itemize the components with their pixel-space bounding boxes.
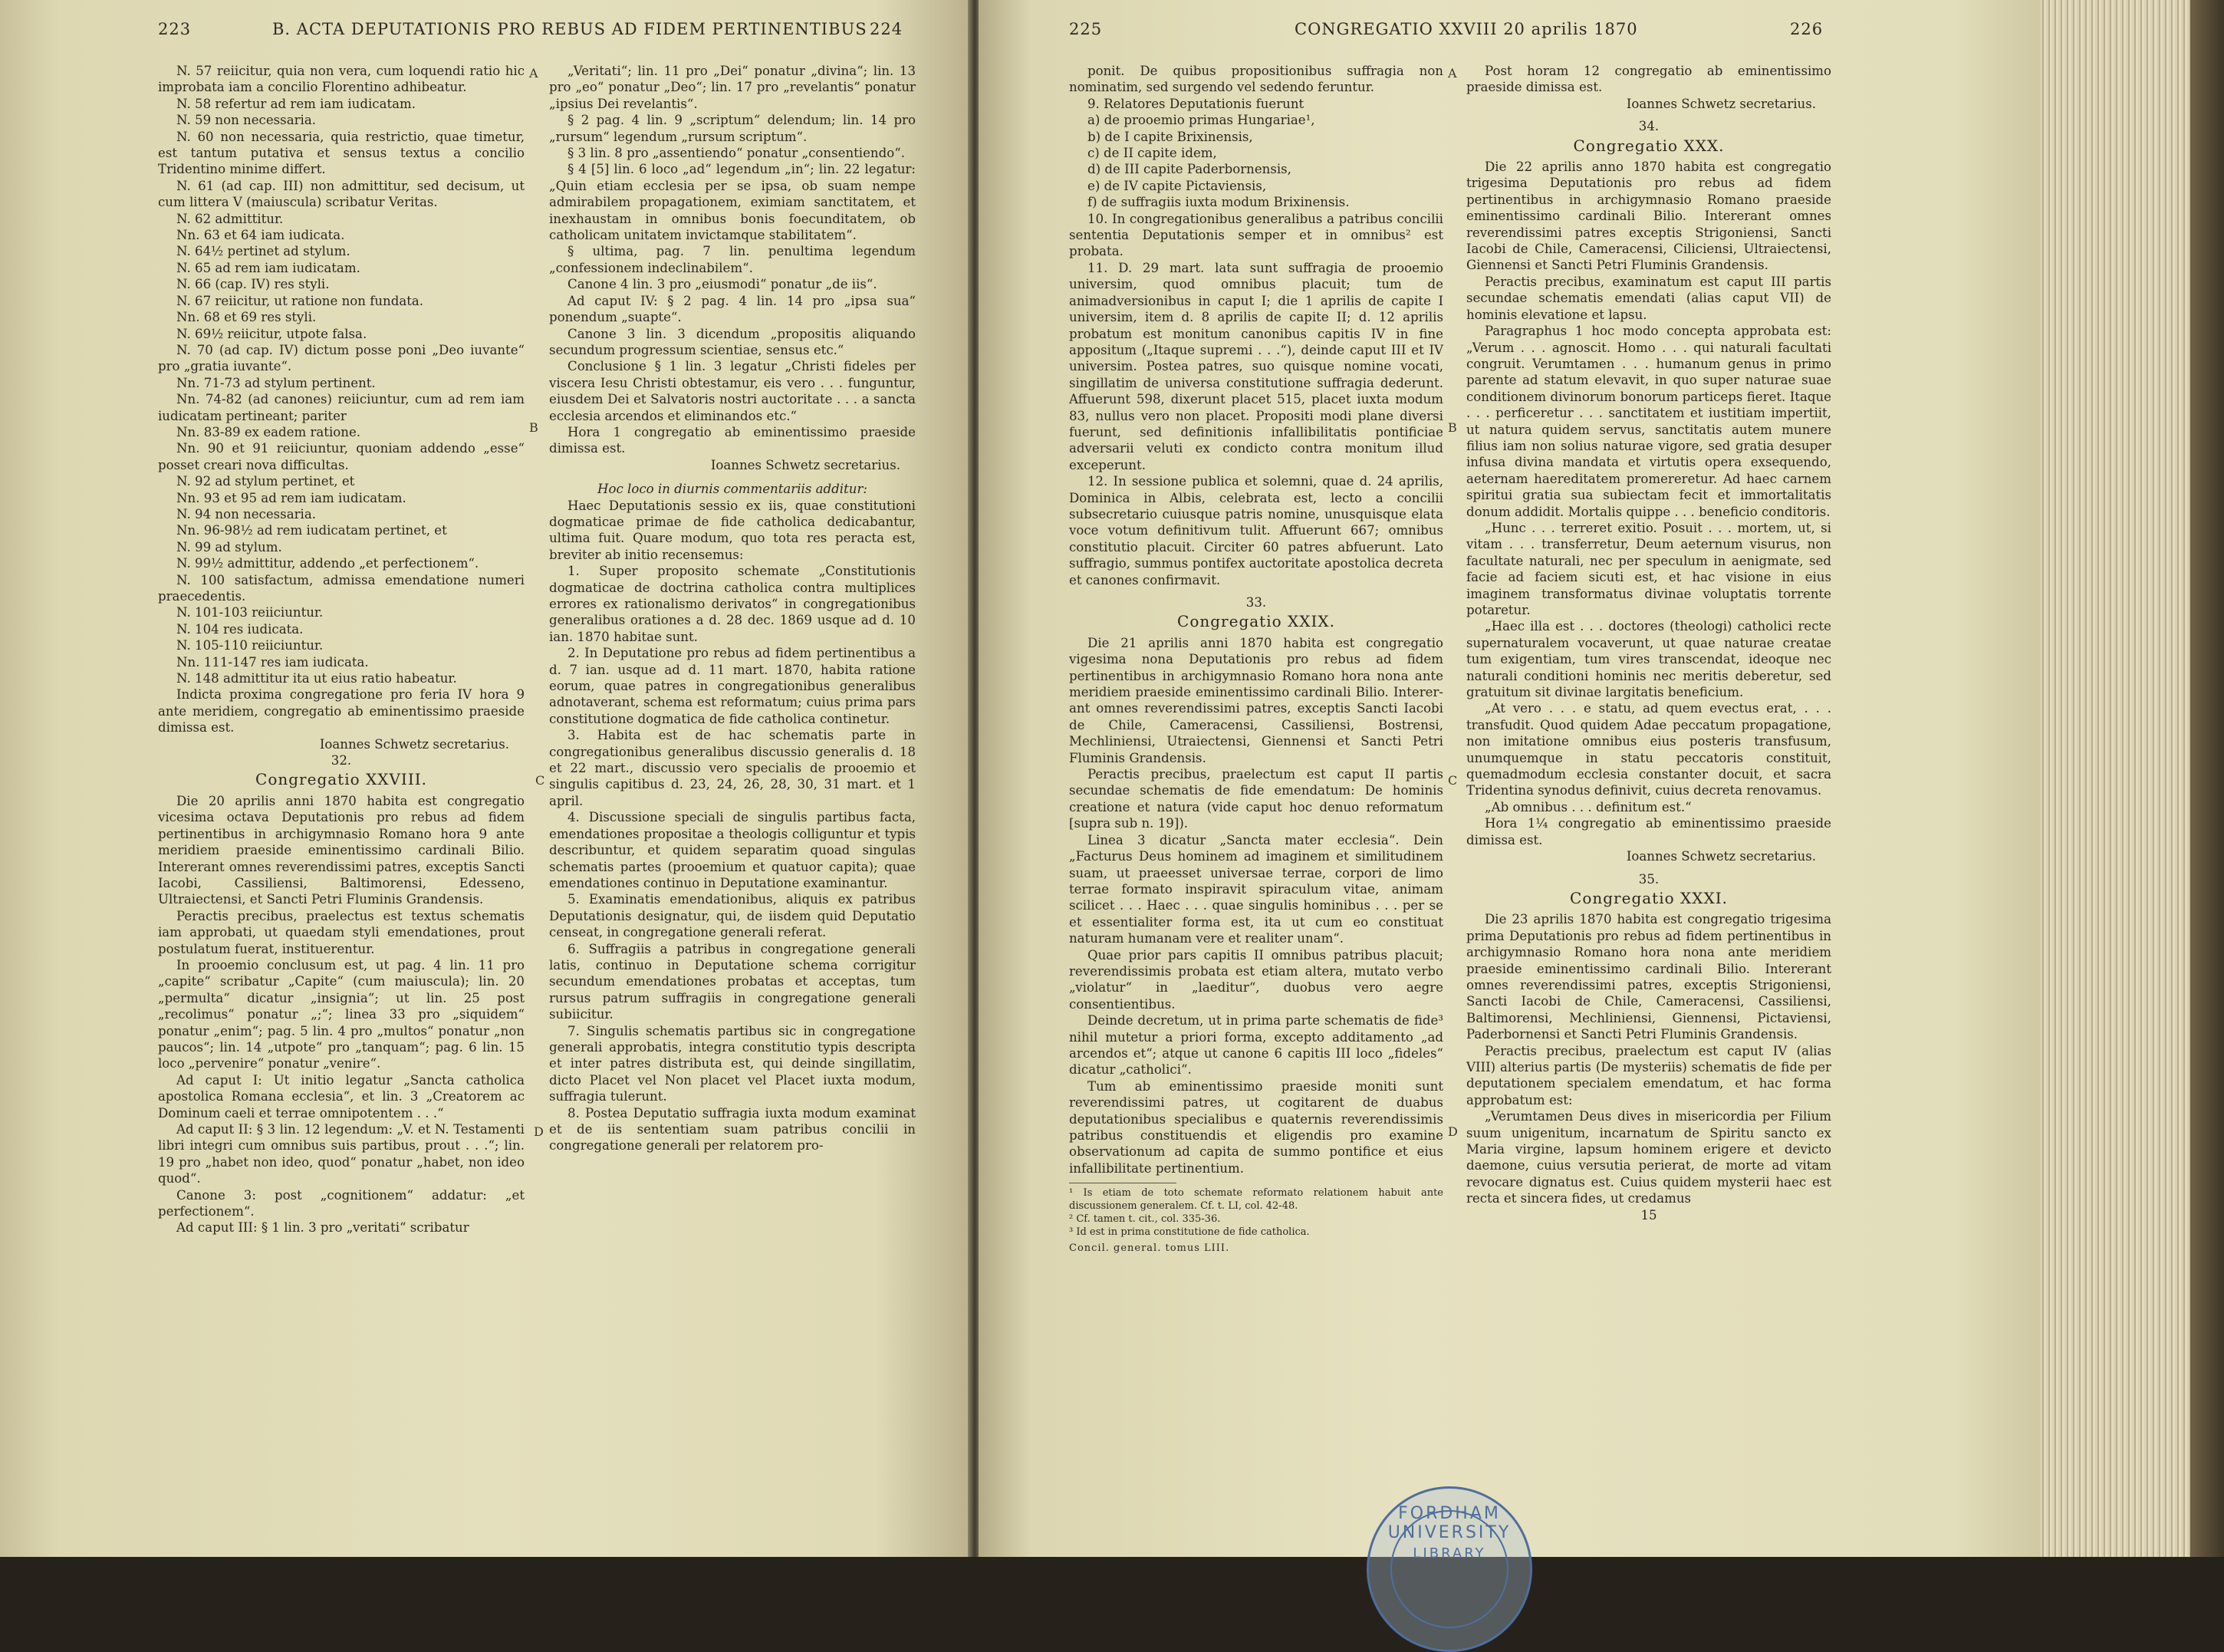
text-column xyxy=(158,63,525,1236)
paragraph: ponit. De quibus propositionibus suffragia non nominatim, sed surgendo vel sedendo feruntur. xyxy=(1069,64,1443,95)
paragraph: Ad caput I: Ut initio legatur „Sancta catholica apostolica Romana ecclesia“, et lin. 3 „Creatorem ac Dominum caeli et terrae omnipotentem . . .“ xyxy=(158,1072,525,1121)
paragraph: Tum ab eminentissimo praeside moniti sunt reverendissimi patres, ut cogitarent de duabus deputationibus specialibus e quaternis reverendissimis patribus constituendis et eligendis pro examine observationum ad capita de summo pontifice et eius infallibilitate pertinentium. xyxy=(1069,1078,1443,1176)
paragraph: Canone 4 lin. 3 pro „eiusmodi“ ponatur „de iis“. xyxy=(568,277,877,292)
section-heading: Congregatio XXIX. xyxy=(1177,612,1335,631)
running-head: CONGREGATIO XXVIII 20 aprilis 1870 xyxy=(1295,20,1638,38)
paragraph: N. 59 non necessaria. xyxy=(176,113,316,128)
paragraph: Nn. 71-73 ad stylum pertinent. xyxy=(176,375,376,390)
right-page xyxy=(979,0,2040,1557)
paragraph: Canone 3: post „cognitionem“ addatur: „et perfectionem“. xyxy=(158,1187,525,1219)
paragraph: N. 70 (ad cap. IV) dictum posse poni „Deo iuvante“ pro „gratia iuvante“. xyxy=(158,342,525,374)
paragraph: Post horam 12 congregatio ab eminentissimo praeside dimissa est. xyxy=(1466,64,1831,95)
paragraph: Canone 3 lin. 3 dicendum „propositis aliquando secundum progressum scientiae, sensus etc.“ xyxy=(549,326,916,357)
paragraph: c) de II capite idem, xyxy=(1087,146,1217,161)
paragraph: N. 60 non necessaria, quia restrictio, quae timetur, est tantum putativa et sensus textus a concilio Tridentino minime differt. xyxy=(158,129,525,177)
library-stamp xyxy=(1367,1486,1532,1652)
paragraph: N. 58 refertur ad rem iam iudicatam. xyxy=(176,96,416,111)
left-page xyxy=(0,0,972,1557)
section-heading: Congregatio XXXI. xyxy=(1570,888,1728,907)
paragraph: Nn. 111-147 res iam iudicata. xyxy=(176,654,369,670)
paragraph: N. 57 reiicitur, quia non vera, cum loquendi ratio hic improbata iam a concilio Florentino adhibeatur. xyxy=(158,64,525,95)
paragraph: Die 21 aprilis anni 1870 habita est congregatio vigesima nona Deputationis pro rebus ad fidem pertinentibus in archigymnasio Romano hora nona ante meridiem praeside eminentissimo cardinali Bilio. Intererant omnes reverendissimi patres, exceptis Sancti Iacobi de Chile, Cameracensi, Cassiliensi, Bostrensi, Mechliniensi, Utraiectensi, Giennensi et Sancti Petri Fluminis Grandensis. xyxy=(1069,635,1443,765)
page-number: 226 xyxy=(1790,20,1824,38)
paragraph: 1. Super proposito schemate „Constitutionis dogmaticae de doctrina catholica contra multiplices errores ex rationalismo derivatos“ in congregationibus generalibus orationes a d. 28 dec. 1869 usque ad d. 10 ian. 1870 habitae sunt. xyxy=(549,564,916,644)
signature: Ioannes Schwetz secretarius. xyxy=(710,457,900,472)
paragraph: a) de prooemio primas Hungariae¹, xyxy=(1087,113,1315,128)
paragraph: Nn. 83-89 ex eadem ratione. xyxy=(176,424,361,439)
paragraph: 9. Relatores Deputationis fuerunt xyxy=(1087,96,1304,111)
paragraph: Ad caput III: § 1 lin. 3 pro „veritati“ scribatur xyxy=(176,1220,469,1236)
footnote: ² Cf. tamen t. cit., col. 335-36. xyxy=(1069,1213,1221,1226)
running-head: B. ACTA DEPUTATIONIS PRO REBUS AD FIDEM PERTINENTIBUS xyxy=(272,20,867,38)
paragraph: Hora 1 congregatio ab eminentissimo praeside dimissa est. xyxy=(549,424,916,456)
margin-letter: B xyxy=(529,420,538,435)
text-column xyxy=(1069,63,1443,1255)
signature: Ioannes Schwetz secretarius. xyxy=(1626,96,1816,111)
paragraph: Nn. 63 et 64 iam iudicata. xyxy=(176,228,345,243)
paragraph-group xyxy=(1069,635,1443,1176)
paragraph: § ultima, pag. 7 lin. penultima legendum „confessionem indeclinabilem“. xyxy=(549,244,916,275)
margin-letter: A xyxy=(529,66,538,81)
footnote: ¹ Is etiam de toto schemate reformato relationem habuit ante discussionem generalem. Cf. t. LI, col. 42-48. xyxy=(1069,1187,1443,1213)
margin-letter: B xyxy=(1448,420,1457,435)
section-number: 35. xyxy=(1638,871,1660,887)
paragraph: N. 94 non necessaria. xyxy=(176,506,316,522)
page-number: 225 xyxy=(1069,20,1103,38)
paragraph-group xyxy=(549,498,916,1154)
paragraph: N. 99 ad stylum. xyxy=(176,539,282,555)
paragraph: Nn. 96-98½ ad rem iudicatam pertinet, et xyxy=(176,523,447,538)
paragraph-group xyxy=(1069,63,1443,588)
paragraph: 5. Examinatis emendationibus, aliquis ex patribus Deputationis designatur, qui, de iisdem quid Deputatio censeat, in congregatione generali referat. xyxy=(549,892,916,940)
paragraph-group xyxy=(1466,159,1831,848)
paragraph-group xyxy=(1466,911,1831,1206)
paragraph: N. 64½ pertinet ad stylum. xyxy=(176,244,350,259)
paragraph: N. 99½ admittitur, addendo „et perfectionem“. xyxy=(176,556,479,571)
paragraph: Linea 3 dicatur „Sancta mater ecclesia“. Dein „Facturus Deus hominem ad imaginem et similitudinem suam, ut praeesset universae terrae, corpori de limo terrae formato inspiravit spiraculum vitae, animam scilicet . . . Haec . . . quae singulis hominibus . . . per se et essentialiter forma est, ita ut cum eo constituat naturam humanam vere et realiter unam“. xyxy=(1069,832,1443,946)
paragraph-group xyxy=(158,63,525,736)
paragraph: 2. In Deputatione pro rebus ad fidem pertinentibus a d. 7 ian. usque ad d. 11 mart. 1870, habita ratione eorum, quae patres in congregationibus generalibus adnotaverant, schema est reformatum; cuius prima pars constitutione dogmatica de fide catholica continetur. xyxy=(549,646,916,726)
paragraph: Haec Deputationis sessio ex iis, quae constitutioni dogmaticae primae de fide catholica dedicabantur, ultima fuit. Quare modum, quo tota res peracta est, breviter ab initio recensemus: xyxy=(549,498,916,562)
page-number: 223 xyxy=(158,20,192,38)
paragraph: N. 148 admittitur ita ut eius ratio habeatur. xyxy=(176,671,457,686)
paragraph: N. 66 (cap. IV) res styli. xyxy=(176,277,330,292)
paragraph-group xyxy=(1466,63,1831,96)
paragraph-group xyxy=(158,793,525,1236)
paragraph: e) de IV capite Pictaviensis, xyxy=(1087,178,1267,193)
paragraph: d) de III capite Paderbornensis, xyxy=(1087,162,1291,177)
margin-letter: C xyxy=(535,773,545,788)
paragraph: Peractis precibus, praelectum est caput IV (alias VIII) alterius partis (De mysteriis) schematis de fide per deputationem specialem emendatum, et hac forma approbatum est: xyxy=(1466,1043,1831,1107)
paragraph: N. 92 ad stylum pertinet, et xyxy=(176,474,355,489)
page-number: 224 xyxy=(870,20,903,38)
paragraph: f) de suffragiis iuxta modum Brixinensis. xyxy=(1087,195,1350,210)
section-number: 33. xyxy=(1245,595,1267,610)
paragraph: N. 67 reiicitur, ut ratione non fundata. xyxy=(176,293,424,308)
paragraph: N. 69½ reiicitur, utpote falsa. xyxy=(176,326,367,341)
paragraph: „Verumtamen Deus dives in misericordia per Filium suum unigenitum, incarnatum de Spiritu sancto ex Maria virgine, lapsum hominem erigere et devicto daemone, cuius versutia perierat, de morte ad vitam revocare dignatus est. Cuius quidem mysterii haec est recta et sincera fides, ut credamus xyxy=(1466,1109,1831,1206)
paragraph: „Haec illa est . . . doctores (theologi) catholici recte supernaturalem vocaverunt, ut quae naturae creatae tum exigentiam, tum vires transcendat, ideoque nec naturali conditioni hominis nec meritis deberetur, sed gratuitum sit divinae largitatis beneficium. xyxy=(1466,619,1831,700)
paragraph: In prooemio conclusum est, ut pag. 4 lin. 11 pro „capite“ scribatur „Capite“ (cum maiuscula); lin. 20 „permulta“ dicatur „insignia“; ut lin. 25 post „recolimus“ ponatur „;“; linea 33 pro „siquidem“ ponatur „enim“; pag. 5 lin. 4 pro „multos“ ponatur „non paucos“; lin. 14 „utpote“ pro „tanquam“; pag. 6 lin. 15 loco „pervenire“ ponatur „venire“. xyxy=(158,957,525,1071)
paragraph: „Ab omnibus . . . definitum est.“ xyxy=(1485,799,1692,814)
section-heading: Congregatio XXX. xyxy=(1573,136,1725,155)
footnote: ³ Id est in prima constitutione de fide catholica. xyxy=(1069,1226,1310,1239)
paragraph: Peractis precibus, examinatum est caput III partis secundae schematis emendati (alias caput VII) de hominis elevatione et lapsu. xyxy=(1466,274,1831,322)
paragraph: 10. In congregationibus generalibus a patribus concilii sententia Deputationis semper et in omnibus² est probata. xyxy=(1069,211,1443,259)
paragraph: N. 100 satisfactum, admissa emendatione numeri praecedentis. xyxy=(158,572,525,604)
paragraph: Peractis precibus, praelectum est caput II partis secundae schematis de fide emendatum: De hominis creatione et natura (vide caput hoc denuo reformatum [supra sub n. 19]). xyxy=(1069,767,1443,831)
paragraph: § 2 pag. 4 lin. 9 „scriptum“ delendum; lin. 14 pro „rursum“ legendum „rursum scriptum“. xyxy=(549,113,916,144)
paragraph: N. 104 res iudicata. xyxy=(176,621,304,637)
paragraph: 7. Singulis schematis partibus sic in congregatione generali approbatis, integra constitutio typis descripta et inter patres distributa est, qui deinde singillatim, dicto Placet vel Non placet vel Placet iuxta modum, suffragia tulerunt. xyxy=(549,1023,916,1104)
paragraph: Deinde decretum, ut in prima parte schematis de fide³ nihil mutetur a priori forma, excepto additamento „ad arcendos et“; atque ut canone 6 capitis III loco „fideles“ dicatur „catholici“. xyxy=(1069,1013,1443,1078)
paragraph: b) de I capite Brixinensis, xyxy=(1087,129,1253,144)
signature: Ioannes Schwetz secretarius. xyxy=(1626,849,1816,864)
section-heading: Congregatio XXVIII. xyxy=(255,770,427,789)
section-number: 32. xyxy=(331,753,352,768)
paragraph: „Veritati“; lin. 11 pro „Dei“ ponatur „divina“; lin. 13 pro „eo“ ponatur „Deo“; lin. 17 pro „revelantis“ ponatur „ipsius Dei revelantis“. xyxy=(549,64,916,111)
paragraph: Nn. 93 et 95 ad rem iam iudicatam. xyxy=(176,490,406,505)
margin-letter: A xyxy=(1448,66,1457,81)
text-column xyxy=(549,63,916,1154)
paragraph: 6. Suffragiis a patribus in congregatione generali latis, continuo in Deputatione schema corrigitur secundum emendationes probatas et acceptas, tum rursus patrum suffragiis in congregatione generali subiicitur. xyxy=(549,941,916,1022)
paragraph: § 3 lin. 8 pro „assentiendo“ ponatur „consentiendo“. xyxy=(568,146,905,161)
paragraph: Nn. 90 et 91 reiiciuntur, quoniam addendo „esse“ posset creari nova difficultas. xyxy=(158,441,525,472)
signature-line: Concil. general. tomus LIII. xyxy=(1069,1242,1230,1255)
signature: Ioannes Schwetz secretarius. xyxy=(319,736,509,752)
paragraph: Peractis precibus, praelectus est textus schematis iam approbati, ut quaedam styli emendationes, prout postulatum fuerat, instituerentur. xyxy=(158,908,525,956)
paragraph: „Hunc . . . terreret exitio. Posuit . . . mortem, ut, si vitam . . . transferretur, Deum aeternum visurus, non facultate naturali, nec per speculum in aenigmate, sed facie ad faciem sicuti est, et hac visione in eius imaginem transformatus divinae voluptatis torrente potaretur. xyxy=(1466,520,1831,617)
section-number: 34. xyxy=(1638,119,1660,134)
page-footer-number: 15 xyxy=(1640,1207,1657,1223)
footnotes xyxy=(1069,1186,1443,1239)
margin-letter: D xyxy=(534,1124,544,1139)
margin-letter: D xyxy=(1448,1124,1458,1139)
paragraph: 4. Discussione speciali de singulis partibus facta, emendationes propositae a theologis colliguntur et typis describuntur, et quidem separatim quoad singulas schematis partes (prooemium et quatuor capita); quae emendationes continuo in Deputatione examinantur. xyxy=(549,810,916,890)
stamp-subtext: LIBRARY xyxy=(1413,1545,1486,1562)
paragraph: Die 23 aprilis 1870 habita est congregatio trigesima prima Deputationis pro rebus ad fidem pertinentibus in archigymnasio Romano hora nona ante meridiem praeside eminentissimo cardinali Bilio. Intererant omnes reverendissimi patres, exceptis Strigoniensi, Sancti Iacobi de Chile, Cameracensi, Cassiliensi, Baltimorensi, Mechliniensi, Giennensi, Pictaviensi, Paderbornensi et Sancti Petri Fluminis Grandensis. xyxy=(1466,912,1831,1042)
paragraph: N. 62 admittitur. xyxy=(176,211,284,226)
editorial-note: Hoc loco in diurnis commentariis additur: xyxy=(597,482,867,497)
paragraph: Quae prior pars capitis II omnibus patribus placuit; reverendissimis probata est etiam altera, mutato verbo „violatur“ in „laeditur“, duobus vero aegre consentientibus. xyxy=(1069,947,1443,1012)
paragraph: N. 101-103 reiiciuntur. xyxy=(176,605,324,620)
text-column xyxy=(1466,63,1831,1223)
paragraph: „At vero . . . e statu, ad quem evectus erat, . . . transfudit. Quod quidem Adae peccatum propagatione, non imitatione omnibus eius posteris transfusum, unumquemque in statu peccatoris constituit, quemadmodum ecclesia constanter docuit, et sacra Tridentina synodus definivit, cuius decreta renovamus. xyxy=(1466,701,1831,798)
book-page-edges xyxy=(2040,0,2224,1557)
paragraph: 11. D. 29 mart. lata sunt suffragia de prooemio universim, quod omnibus placuit; tum de animadversionibus in caput I; die 1 aprilis de capite I universim, item d. 8 aprilis de capite II; d. 12 aprilis probatum est monitum canonibus capitis IV in fine appositum („Itaque supremi . . .“), deinde caput III et IV universim. Postea patres, suo quisque nomine vocati, singillatim de universa constitutione suffragia dederunt. Affuerunt 598, dixerunt placet 515, placet iuxta modum 83, nullus vero non placet. Propositi modi plane diversi fuerunt, sed definitionis infallibilitatis pontificiae adversarii veluti ex condicto contra monitum illud exceperunt. xyxy=(1069,260,1443,472)
paragraph: Nn. 68 et 69 res styli. xyxy=(176,310,317,325)
paragraph: Hora 1¼ congregatio ab eminentissimo praeside dimissa est. xyxy=(1466,816,1831,847)
paragraph: N. 105-110 reiiciuntur. xyxy=(176,638,324,653)
paragraph: § 4 [5] lin. 6 loco „ad“ legendum „in“; lin. 22 legatur: „Quin etiam ecclesia per se ipsa, ob suam nempe admirabilem propagationem, eximiam sanctitatem, et inexhaustam in omnibus bonis foecunditatem, ob catholicam unitatem invictamque stabilitatem“. xyxy=(549,162,916,243)
paragraph: Nn. 74-82 (ad canones) reiiciuntur, cum ad rem iam iudicatam pertineant; pariter xyxy=(158,392,525,423)
paragraph: Paragraphus 1 hoc modo concepta approbata est: „Verum . . . agnoscit. Homo . . . qui naturali facultati congruit. Verumtamen . . . humanum genus in primo parente ad statum elevavit, in quo super naturae suae conditionem divinorum bonorum particeps fieret. Itaque . . . perficeretur . . . sanctitatem et iustitiam impertiit, ut natura quidem servus, sanctitatis autem munere filius iam non solius naturae vigore, sed gratia desuper infusa divina mandata et virtutis opera exsequendo, aeternam haereditatem promereretur. Ad haec carnem spiritui gratia sua subiectam fecit et immortalitatis donum addidit. Mortalis quippe . . . beneficio conditoris. xyxy=(1466,324,1831,519)
paragraph: 8. Postea Deputatio suffragia iuxta modum examinat et de iis sententiam suam patribus concilii in congregatione generali per relatorem pro- xyxy=(549,1105,916,1153)
paragraph: N. 61 (ad cap. III) non admittitur, sed decisum, ut cum littera V (maiuscula) scribatur Veritas. xyxy=(158,178,525,210)
margin-letter: C xyxy=(1448,773,1458,788)
paragraph: Conclusione § 1 lin. 3 legatur „Christi fideles per viscera Iesu Christi obtestamur, eis vero . . . funguntur, eiusdem Dei et Salvatoris nostri auctoritate . . . a sancta ecclesia arcendos et eliminandos etc.“ xyxy=(549,359,916,423)
paragraph: Ad caput II: § 3 lin. 12 legendum: „V. et N. Testamenti libri integri cum omnibus suis partibus, prout . . .“; lin. 19 pro „habet non ideo, quod“ ponatur „habet, non ideo quod“. xyxy=(158,1122,525,1186)
paragraph: Ad caput IV: § 2 pag. 4 lin. 14 pro „ipsa sua“ ponendum „suapte“. xyxy=(549,293,916,325)
paragraph-group xyxy=(549,63,916,457)
paragraph: N. 65 ad rem iam iudicatam. xyxy=(176,260,360,275)
paragraph: Indicta proxima congregatione pro feria IV hora 9 ante meridiem, congregatio ab eminentissimo praeside dimissa est. xyxy=(158,687,525,736)
paragraph: 3. Habita est de hac schematis parte in congregationibus generalibus discussio generalis d. 18 et 22 mart., discussio vero specialis de prooemio et singulis capitibus d. 23, 24, 26, 28, 30, 31 mart. et 1 april. xyxy=(549,728,916,808)
stamp-text: FORDHAM UNIVERSITY xyxy=(1387,1504,1512,1542)
paragraph: 12. In sessione publica et solemni, quae d. 24 aprilis, Dominica in Albis, celebrata est, lecto a concilii subsecretario cuiusque patris nomine, unusquisque elata voce votum definitivum tulit. Affuerunt 667; omnibus constitutio placuit. Circiter 60 patres abfuerunt. Lato suffragio, summus pontifex auctoritate apostolica decreta et canones confirmavit. xyxy=(1069,474,1443,587)
paragraph: Die 22 aprilis anno 1870 habita est congregatio trigesima Deputationis pro rebus ad fidem pertinentibus in archigymnasio Romano praeside eminentissimo cardinali Bilio. Intererant omnes reverendissimi patres exceptis Strigoniensi, Sancti Iacobi de Chile, Cameracensi, Ciliciensi, Ultraiectensi, Giennensi et Sancti Petri Fluminis Grandensis. xyxy=(1466,160,1831,273)
paragraph: Die 20 aprilis anni 1870 habita est congregatio vicesima octava Deputationis pro rebus ad fidem pertinentibus in archigymnasio Romano hora 9 ante meridiem praeside eminentissimo cardinali Bilio. Intererant omnes reverendissimi patres, exceptis Sancti Iacobi, Cassiliensi, Baltimorensi, Edesseno, Ultraiectensi, et Sancti Petri Fluminis Grandensis. xyxy=(158,793,525,907)
